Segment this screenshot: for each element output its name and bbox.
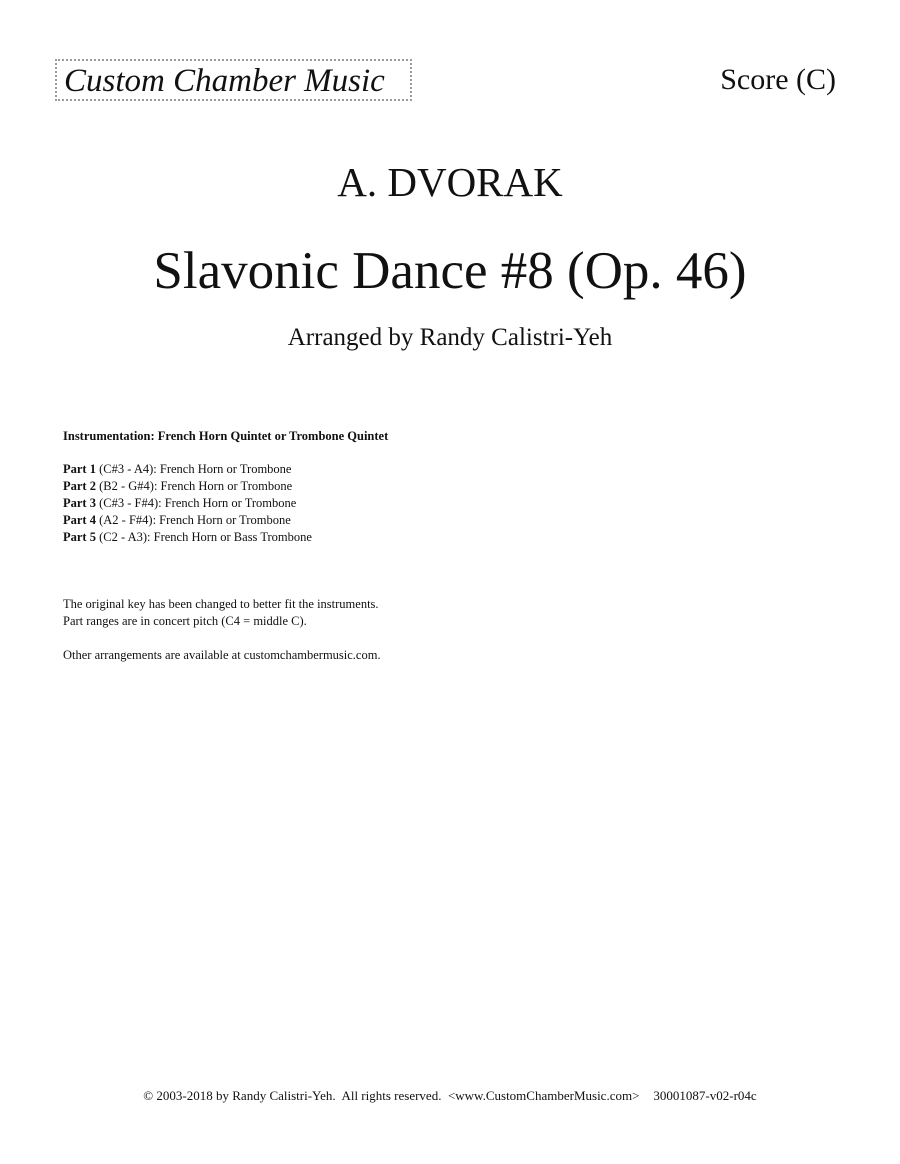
part-line	[63, 512, 388, 529]
part-range: (B2 - G#4): French Horn or Trombone	[95, 479, 293, 493]
key-change-note: The original key has been changed to better fit the instruments.	[63, 597, 379, 611]
instrumentation-line: Instrumentation: French Horn Quintet or Trombone Quintet	[63, 429, 389, 443]
remarks	[63, 596, 388, 630]
part-range: (A2 - F#4): French Horn or Trombone	[95, 513, 291, 527]
catalog-reference: 30001087-v02-r04c	[653, 1088, 757, 1103]
arranger-credit: Arranged by Randy Calistri-Yeh	[287, 324, 613, 351]
part-range: (C#3 - A4): French Horn or Trombone	[95, 462, 292, 476]
part-line	[63, 461, 388, 478]
copyright-text: © 2003-2018 by Randy Calistri-Yeh. All rights reserved. <www.CustomChamberMusic.com>	[143, 1088, 640, 1103]
part-label: Part 4	[63, 513, 96, 527]
other-arrangements-note: Other arrangements are available at customchambermusic.com.	[63, 648, 381, 662]
part-label: Part 5	[63, 530, 96, 544]
notes-block	[63, 428, 388, 664]
part-line	[63, 495, 388, 512]
concert-pitch-note: Part ranges are in concert pitch (C4 = middle C).	[63, 614, 307, 628]
part-label: Part 3	[63, 496, 96, 510]
parts-list	[63, 461, 388, 546]
piece-title: Slavonic Dance #8 (Op. 46)	[153, 242, 747, 300]
part-range: (C2 - A3): French Horn or Bass Trombone	[95, 530, 312, 544]
part-line	[63, 478, 388, 495]
edition-label: Score (C)	[720, 63, 836, 96]
part-label: Part 2	[63, 479, 96, 493]
part-line	[63, 529, 388, 546]
composer-name: A. DVORAK	[337, 159, 563, 205]
footer	[0, 1088, 900, 1104]
part-label: Part 1	[63, 462, 96, 476]
part-range: (C#3 - F#4): French Horn or Trombone	[95, 496, 297, 510]
publisher-name: Custom Chamber Music	[55, 59, 412, 101]
